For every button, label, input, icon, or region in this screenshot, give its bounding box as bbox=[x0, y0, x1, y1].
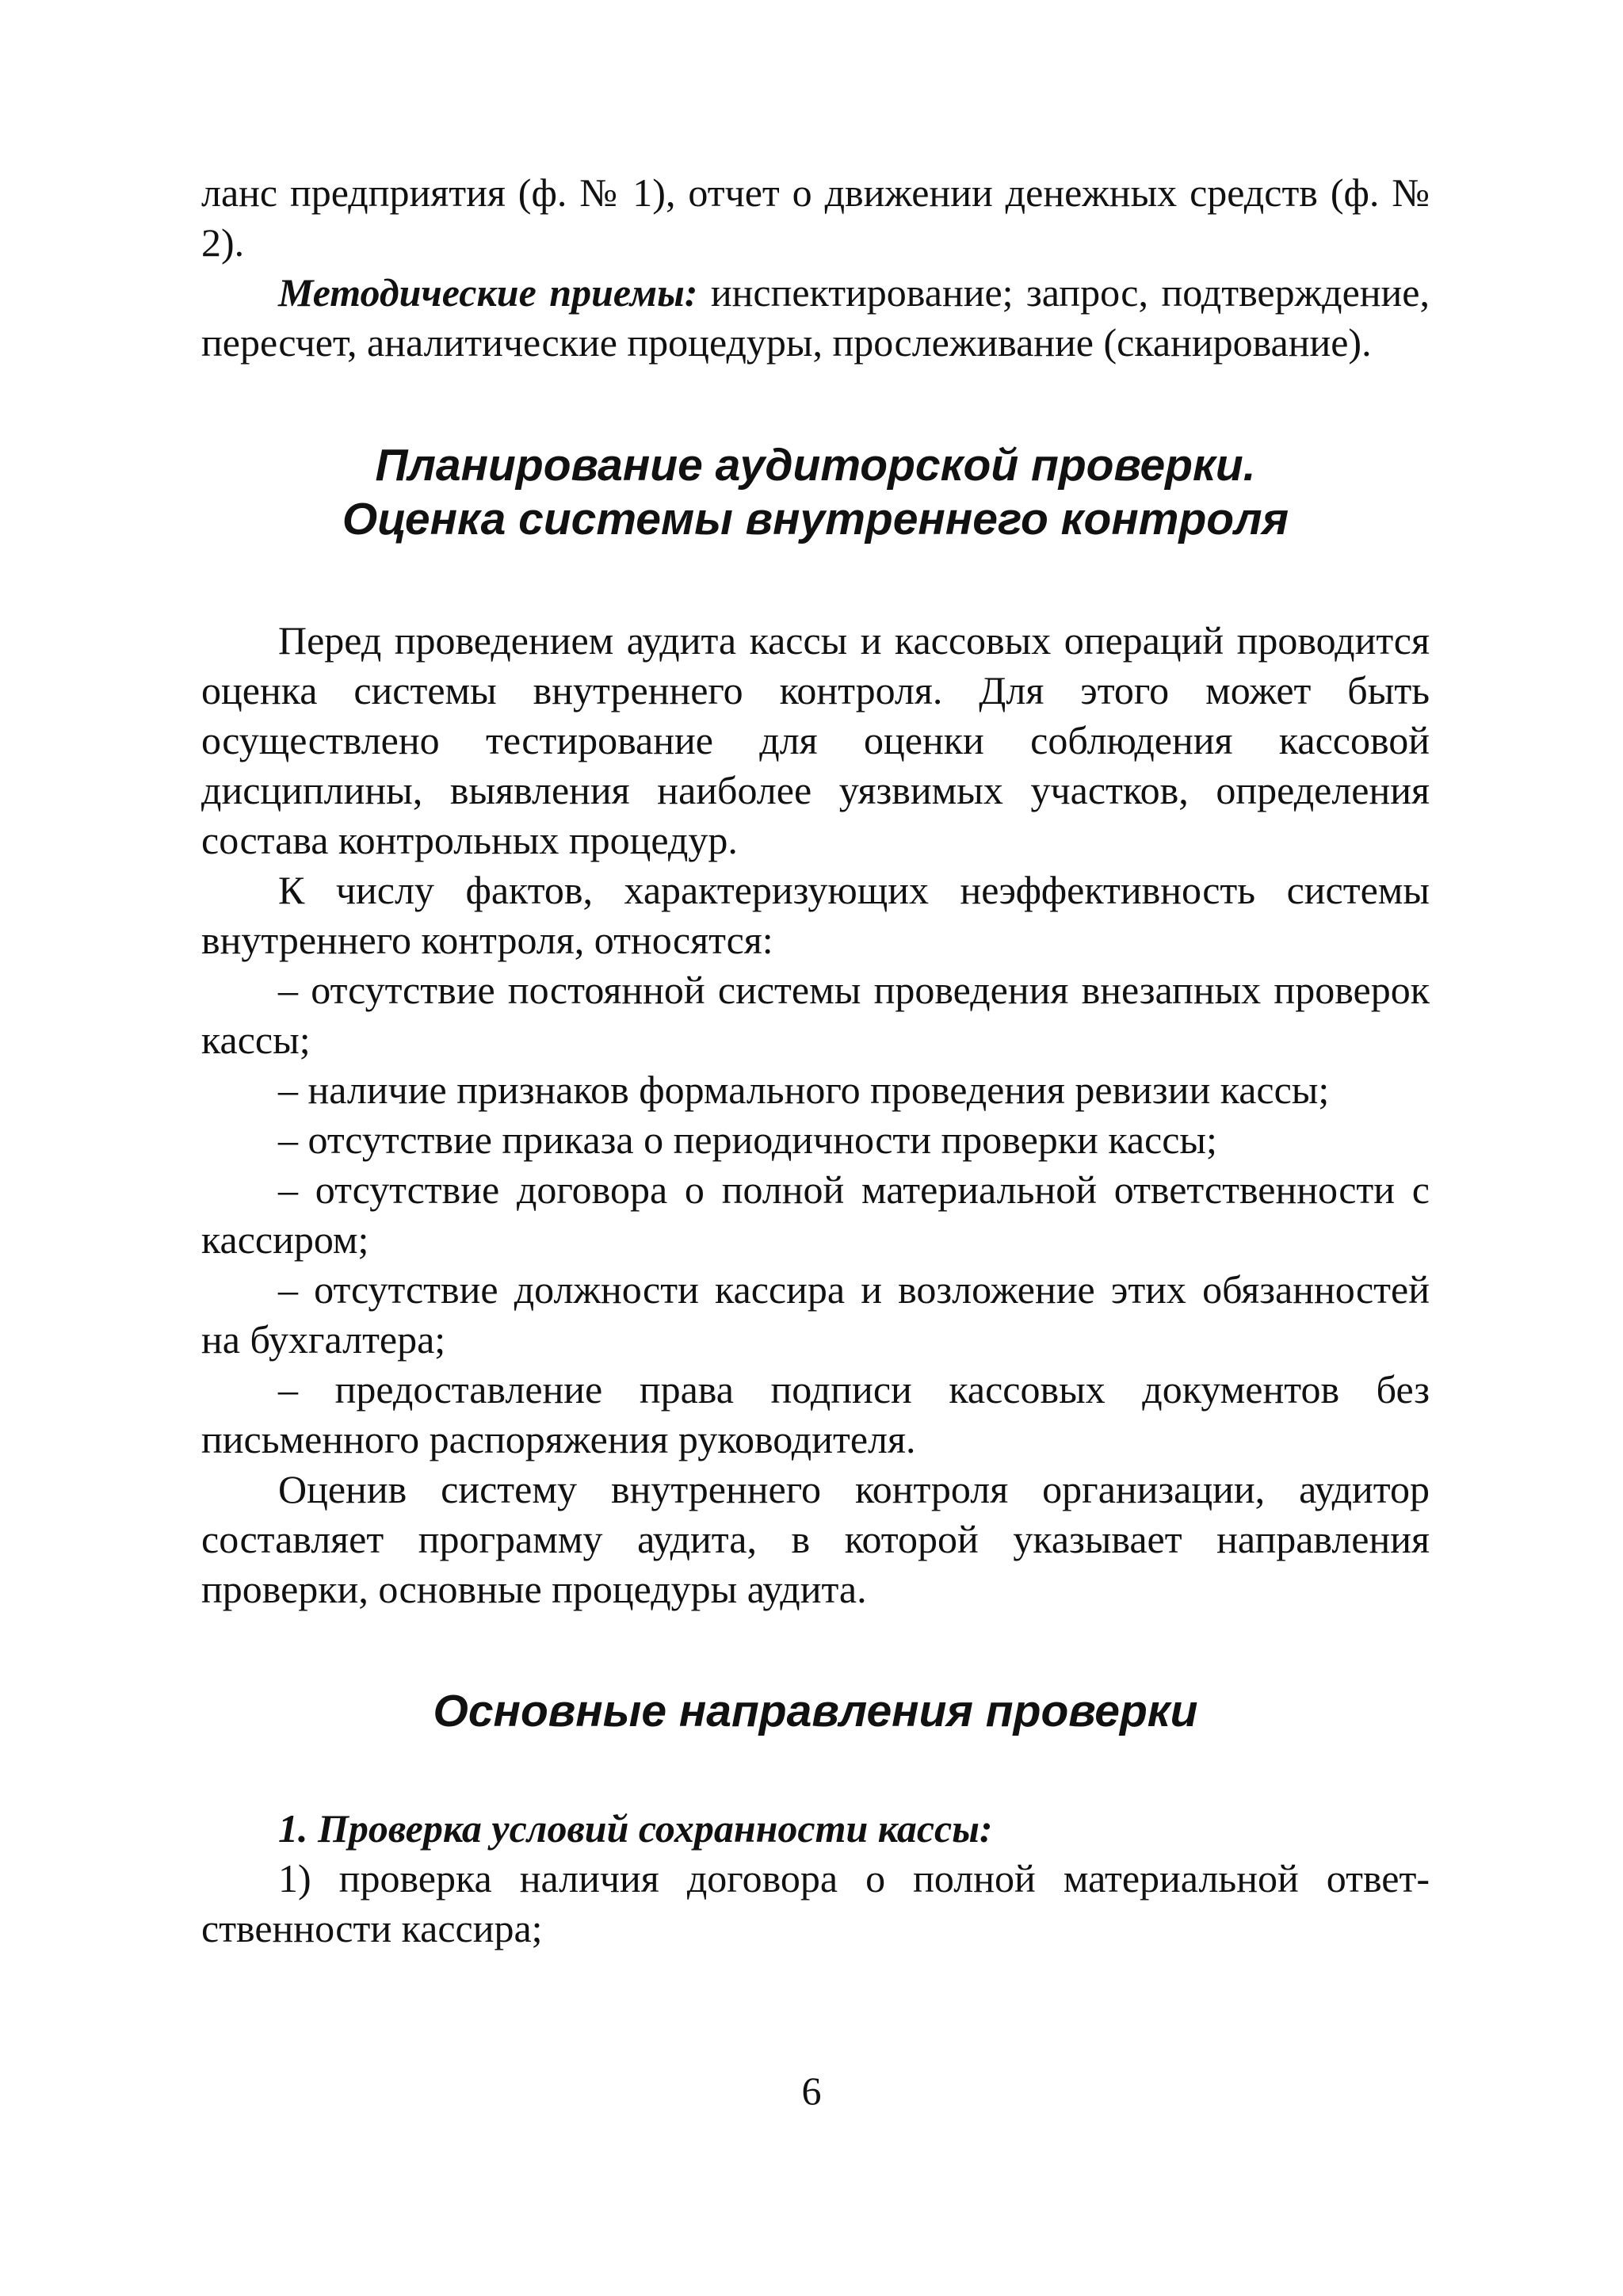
list-item: – наличие признаков формального проведения ревизии кассы; bbox=[278, 1068, 1330, 1112]
section-heading-planning-line1: Планирование аудиторской проверки. bbox=[375, 440, 1256, 491]
section-heading-directions: Основные направления проверки bbox=[433, 1686, 1198, 1736]
page-number: 6 bbox=[801, 2069, 822, 2113]
page-content bbox=[201, 168, 1430, 1954]
paragraph-audit-program: Оценив систему внутреннего контроля организации, аудитор составляет программу аудита, в которой указывает направления проверки, основные процедуры аудита. bbox=[201, 1467, 1430, 1611]
subheading-cash-safety: 1. Проверка условий сохранности кассы: bbox=[278, 1806, 993, 1851]
intro-continuation: ланс предприятия (ф. № 1), отчет о движении денежных средств (ф. № 2). bbox=[201, 170, 1430, 265]
section-heading-planning bbox=[201, 438, 1430, 546]
methods-text: инспектирование; запрос, подтверждение, пересчет, аналитические процедуры, прослеживание (сканирование). bbox=[201, 270, 1430, 365]
list-item: – предоставление права подписи кассовых документов без письменного распоряжения руководителя. bbox=[201, 1367, 1430, 1461]
list-item: – отсутствие приказа о периодичности проверки кассы; bbox=[278, 1117, 1217, 1162]
numbered-item: 1) проверка наличия договора о полной материальной ответственности кассира; bbox=[201, 1856, 1430, 1950]
paragraph-internal-control: Перед проведением аудита кассы и кассовых операций проводится оценка системы внутреннего контроля. Для этого может быть осуществлено тестирование для оценки соблюдения кассовой дисциплины, выявления наиболее уязвимых участков, определения состава контрольных процедур. bbox=[201, 618, 1430, 862]
list-item: – отсутствие должности кассира и возложение этих обязанностей на бухгалтера; bbox=[201, 1267, 1430, 1362]
paragraph-facts-intro: К числу фактов, характеризующих неэффективность системы внутреннего контроля, относятся: bbox=[201, 868, 1430, 962]
section-heading-planning-line2: Оценка системы внутреннего контроля bbox=[342, 494, 1289, 544]
list-item: – отсутствие постоянной системы проведения внезапных проверок кассы; bbox=[201, 968, 1430, 1062]
list-item: – отсутствие договора о полной материальной ответственности с кассиром; bbox=[201, 1167, 1430, 1262]
methods-label: Методические приемы: bbox=[278, 270, 698, 315]
methods-paragraph bbox=[201, 268, 1430, 368]
